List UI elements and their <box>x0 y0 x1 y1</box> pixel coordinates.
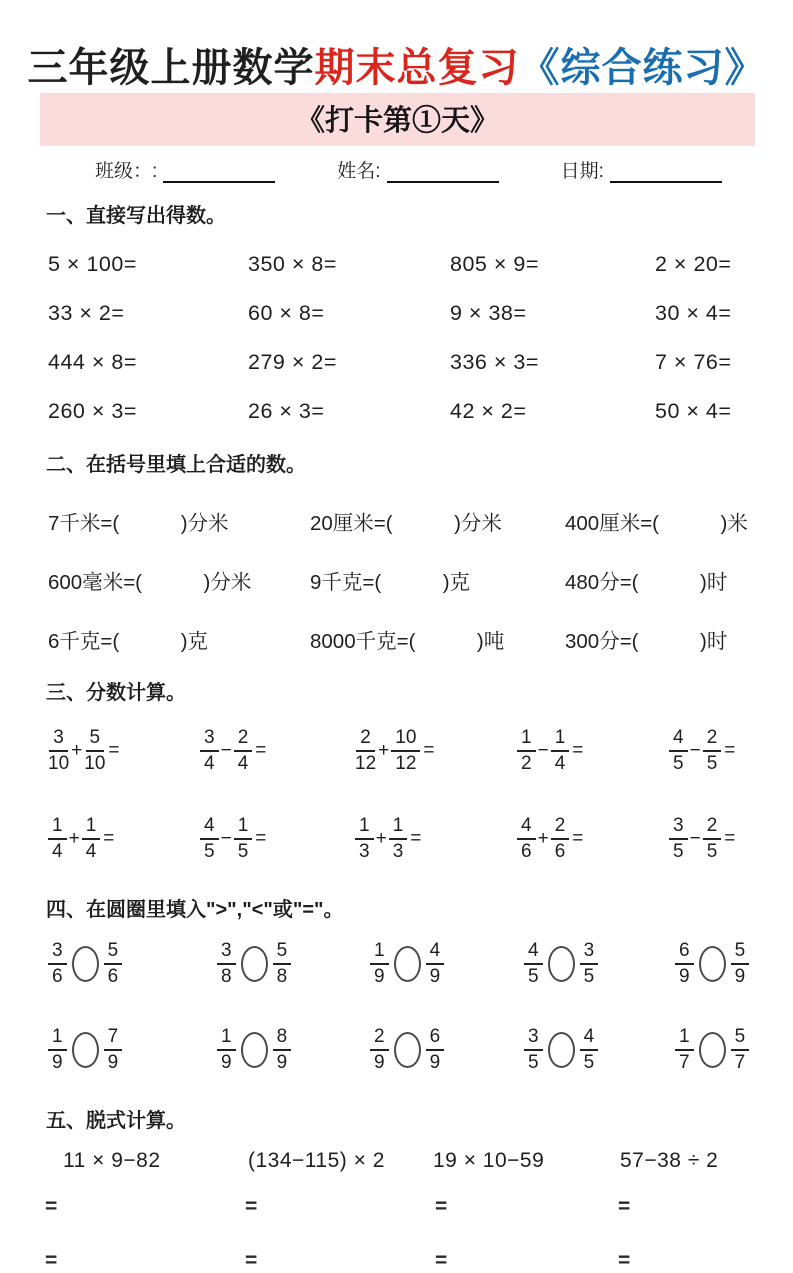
section1-title: 一、直接写出得数。 <box>46 205 226 227</box>
fraction-problem: $\frac{4}{6}$ + $\frac{2}{6}$ = <box>517 811 669 867</box>
unit-conversion-problem[interactable]: 8000千克=( )吨 <box>310 630 505 653</box>
fraction-problem: $\frac{4}{5}$ − $\frac{2}{5}$ = <box>669 723 793 779</box>
title-part-blue: 《综合练习》 <box>519 46 766 90</box>
section4-row <box>0 1022 793 1078</box>
equals-sign[interactable]: = <box>618 1249 631 1272</box>
math-problem: 26 × 3= <box>248 399 325 423</box>
comparison-circle[interactable] <box>394 1032 421 1068</box>
expression-problem: 11 × 9−82 <box>63 1149 161 1172</box>
worksheet-page <box>0 46 793 1272</box>
comparison-circle[interactable] <box>699 1032 726 1068</box>
section5-problems-row <box>0 1149 793 1173</box>
section2-row <box>0 565 793 595</box>
comparison-problem: $\frac{1}{9}$ $\frac{7}{9}$ <box>48 1022 217 1078</box>
comparison-problem: $\frac{1}{9}$ $\frac{8}{9}$ <box>217 1022 370 1078</box>
day-banner <box>40 93 755 146</box>
unit-conversion-problem[interactable]: 300分=( )时 <box>565 630 728 653</box>
math-problem: 5 × 100= <box>48 252 137 276</box>
title-part-black: 三年级上册数学 <box>27 46 315 90</box>
section3-title: 三、分数计算。 <box>46 682 186 704</box>
section1-row <box>0 399 793 424</box>
math-problem: 50 × 4= <box>655 399 732 423</box>
comparison-circle[interactable] <box>241 1032 268 1068</box>
comparison-circle[interactable] <box>241 946 268 982</box>
comparison-circle[interactable] <box>548 946 575 982</box>
math-problem: 279 × 2= <box>248 350 337 374</box>
comparison-problem: $\frac{3}{5}$ $\frac{4}{5}$ <box>524 1022 675 1078</box>
math-problem: 336 × 3= <box>450 350 539 374</box>
day-banner-text: 《打卡第①天》 <box>295 103 499 137</box>
section2-title: 二、在括号里填上合适的数。 <box>46 454 306 476</box>
unit-conversion-problem[interactable]: 400厘米=( )米 <box>565 512 748 535</box>
class-blank-line[interactable] <box>163 159 275 183</box>
page-title <box>0 46 793 90</box>
comparison-circle[interactable] <box>72 946 99 982</box>
section5-equals-row <box>0 1195 793 1219</box>
math-problem: 260 × 3= <box>48 399 137 423</box>
fraction-problem: $\frac{2}{12}$ + $\frac{10}{12}$ = <box>355 727 435 774</box>
expression-problem: (134−115) × 2 <box>248 1149 385 1172</box>
comparison-problem: $\frac{3}{8}$ $\frac{5}{8}$ <box>217 936 370 992</box>
unit-conversion-problem[interactable]: 480分=( )时 <box>565 571 728 594</box>
equals-sign[interactable]: = <box>618 1195 631 1218</box>
class-label: 班级：: <box>95 161 158 182</box>
comparison-problem: $\frac{6}{9}$ $\frac{5}{9}$ <box>675 936 793 992</box>
equals-sign[interactable]: = <box>435 1195 448 1218</box>
fraction-problem: $\frac{3}{10}$ + $\frac{5}{10}$ = <box>48 727 120 774</box>
fraction-problem: $\frac{1}{4}$ + $\frac{1}{4}$ = <box>48 811 200 867</box>
comparison-circle[interactable] <box>394 946 421 982</box>
fraction-problem: $\frac{3}{5}$ − $\frac{2}{5}$ = <box>669 811 793 867</box>
comparison-problem: $\frac{2}{9}$ $\frac{6}{9}$ <box>370 1022 524 1078</box>
date-field <box>561 156 722 183</box>
comparison-problem: $\frac{1}{9}$ $\frac{4}{9}$ <box>370 936 524 992</box>
math-problem: 42 × 2= <box>450 399 527 423</box>
date-label: 日期: <box>560 161 604 182</box>
student-info-row <box>95 156 793 183</box>
math-problem: 2 × 20= <box>655 252 732 276</box>
fraction-problem: $\frac{1}{2}$ − $\frac{1}{4}$ = <box>517 723 669 779</box>
math-problem: 805 × 9= <box>450 252 539 276</box>
unit-conversion-problem[interactable]: 6千克=( )克 <box>48 630 209 653</box>
comparison-circle[interactable] <box>72 1032 99 1068</box>
section1-row <box>0 252 793 277</box>
equals-sign[interactable]: = <box>435 1249 448 1272</box>
expression-problem: 19 × 10−59 <box>433 1149 545 1172</box>
comparison-problem: $\frac{4}{5}$ $\frac{3}{5}$ <box>524 936 675 992</box>
section3-row <box>0 811 793 867</box>
section3-row <box>0 723 793 779</box>
date-blank-line[interactable] <box>610 159 722 183</box>
equals-sign[interactable]: = <box>245 1195 258 1218</box>
equals-sign[interactable]: = <box>45 1249 58 1272</box>
math-problem: 350 × 8= <box>248 252 337 276</box>
name-field <box>337 156 498 183</box>
title-part-red: 期末总复习 <box>314 46 520 90</box>
section5-equals-row <box>0 1249 793 1273</box>
section2-row <box>0 506 793 536</box>
equals-sign[interactable]: = <box>45 1195 58 1218</box>
section2-row <box>0 624 793 654</box>
equals-sign[interactable]: = <box>245 1249 258 1272</box>
section4-title: 四、在圆圈里填入">","<"或"="。 <box>46 899 344 921</box>
section4-row <box>0 936 793 992</box>
unit-conversion-problem[interactable]: 7千米=( )分米 <box>48 512 229 535</box>
comparison-problem: $\frac{3}{6}$ $\frac{5}{6}$ <box>48 936 217 992</box>
math-problem: 7 × 76= <box>655 350 732 374</box>
fraction-problem: $\frac{4}{5}$ − $\frac{1}{5}$ = <box>200 811 355 867</box>
comparison-circle[interactable] <box>548 1032 575 1068</box>
class-field <box>95 156 275 183</box>
math-problem: 444 × 8= <box>48 350 137 374</box>
section1-row <box>0 301 793 326</box>
name-blank-line[interactable] <box>387 159 499 183</box>
math-problem: 9 × 38= <box>450 301 527 325</box>
math-problem: 33 × 2= <box>48 301 125 325</box>
name-label: 姓名: <box>337 161 381 182</box>
math-problem: 60 × 8= <box>248 301 325 325</box>
math-problem: 30 × 4= <box>655 301 732 325</box>
expression-problem: 57−38 ÷ 2 <box>620 1149 719 1172</box>
comparison-circle[interactable] <box>699 946 726 982</box>
fraction-problem: $\frac{3}{4}$ − $\frac{2}{4}$ = <box>200 723 355 779</box>
unit-conversion-problem[interactable]: 9千克=( )克 <box>310 571 471 594</box>
section1-row <box>0 350 793 375</box>
unit-conversion-problem[interactable]: 20厘米=( )分米 <box>310 512 502 535</box>
comparison-problem: $\frac{1}{7}$ $\frac{5}{7}$ <box>675 1022 793 1078</box>
section5-title: 五、脱式计算。 <box>46 1110 186 1132</box>
fraction-problem: $\frac{1}{3}$ + $\frac{1}{3}$ = <box>355 811 517 867</box>
unit-conversion-problem[interactable]: 600毫米=( )分米 <box>48 571 252 594</box>
